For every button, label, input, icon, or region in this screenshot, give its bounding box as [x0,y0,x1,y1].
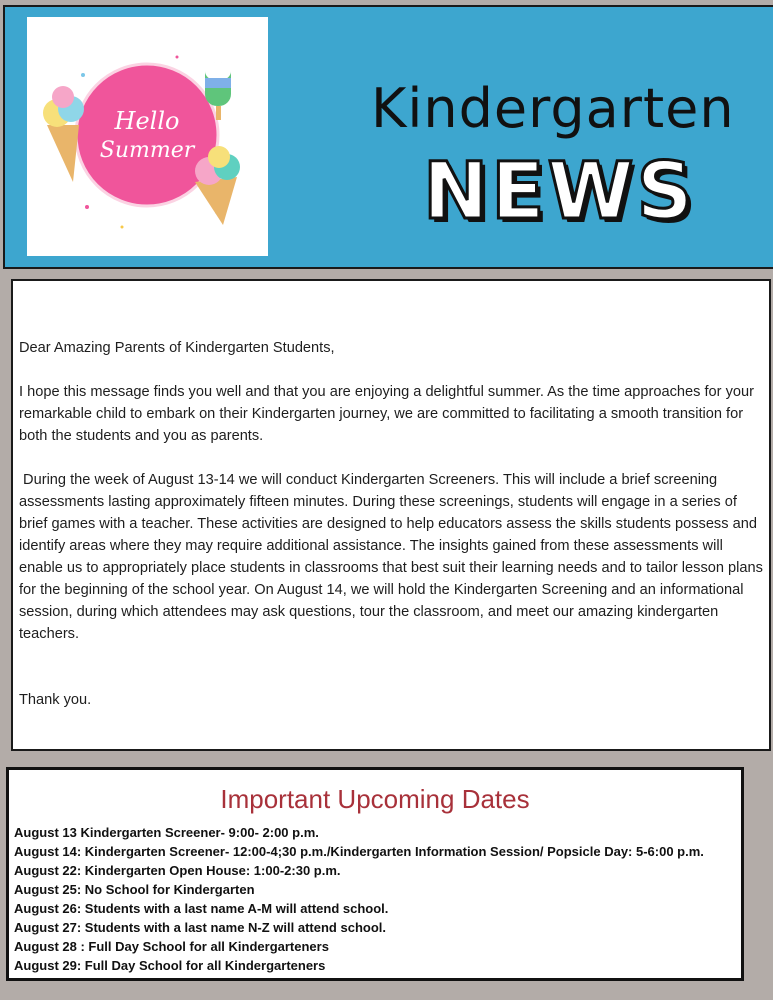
date-item: August 26: Students with a last name A-M will attend school. [14,901,389,916]
letter-greeting: Dear Amazing Parents of Kindergarten Students, [19,340,335,356]
dates-title: Important Upcoming Dates [220,784,530,814]
newsletter-header [3,5,773,269]
date-item: August 25: No School for Kindergarten [14,882,255,897]
letter-paragraph-1: I hope this message finds you well and that you are enjoying a delightful summer. As the time approaches for your remarkable child to embark on their Kindergarten journey, we are committed to facilitating a smooth transition for both the students and you as parents. [19,384,754,444]
newsletter-title: Kindergarten [371,77,735,140]
ice-cream-left-icon [43,86,84,182]
letter-closing: Thank you. [19,692,92,708]
newsletter-subtitle: NEWS [423,147,696,237]
letter-section [11,279,771,751]
date-item: August 22: Kindergarten Open House: 1:00-2:30 p.m. [14,863,341,878]
date-item: August 27: Students with a last name N-Z will attend school. [14,920,386,935]
date-item: August 13 Kindergarten Screener- 9:00- 2:00 p.m. [14,825,319,840]
date-item: August 28 : Full Day School for all Kindergarteners [14,939,329,954]
letter-paragraph-2: During the week of August 13-14 we will conduct Kindergarten Screeners. This will include a brief screening assessments lasting approximately fifteen minutes. During these screenings, students will engage in a series of brief games with a teacher. These activities are designed to help educators assess the skills students possess and identify areas where they may require additional assistance. The insights gained from these assessments will enable us to appropriately place students in classrooms that best suit their learning needs and to tailor lesson plans for the beginning of the school year. On August 14, we will hold the Kindergarten Screening and an informational session, during which attendees may ask questions, tour the classroom, and meet our amazing kindergarten teachers. [19,472,763,642]
upcoming-dates-section [6,767,744,981]
logo-text-hello: Hello [114,107,180,135]
date-item: August 29: Full Day School for all Kindergarteners [14,958,326,973]
date-item: August 14: Kindergarten Screener- 12:00-4;30 p.m./Kindergarten Information Session/ Popsicle Day: 5-6:00 p.m. [14,844,704,859]
hello-summer-illustration [27,17,268,256]
letter-body [19,337,769,733]
logo-text-summer: Summer [99,138,195,163]
hello-summer-logo [27,17,268,256]
dates-list [14,823,704,975]
